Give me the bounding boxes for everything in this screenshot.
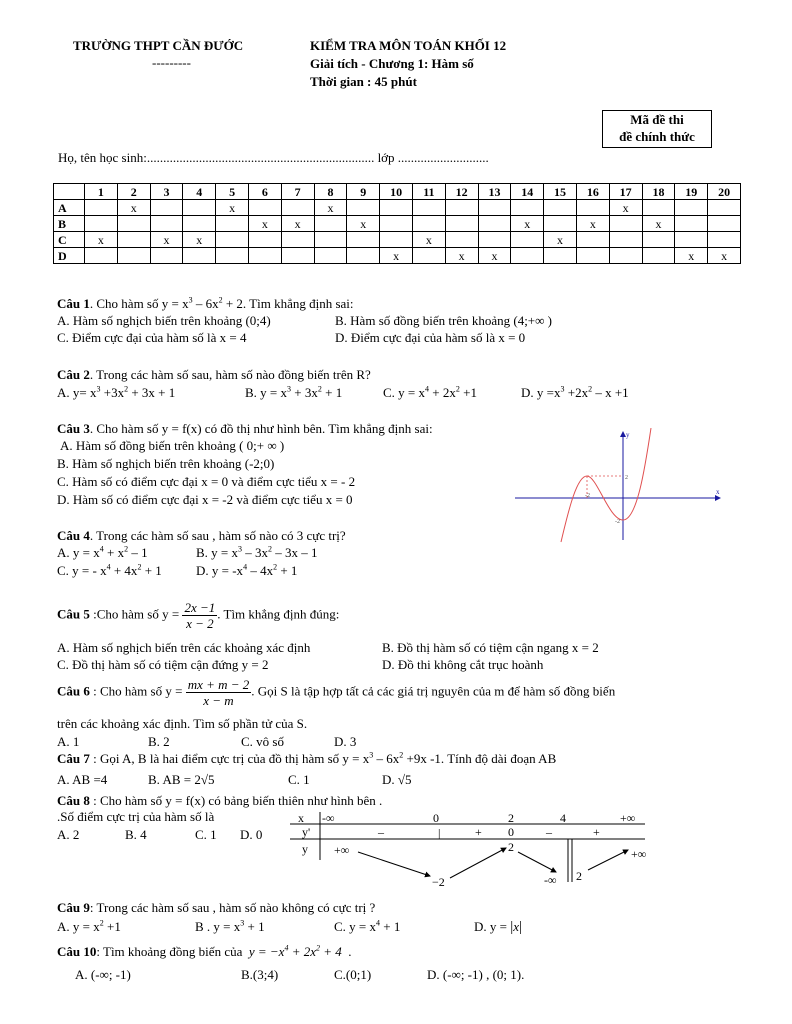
- q8-sign-2: 0: [508, 825, 514, 839]
- q1-option-c[interactable]: C. Điểm cực đại của hàm số là x = 4: [57, 330, 247, 345]
- q3-stem: Câu 3. Cho hàm số y = f(x) có đồ thị như hình bên. Tìm khẳng định sai:: [57, 421, 433, 436]
- grid-cell: [642, 232, 675, 248]
- grid-cell: [445, 216, 478, 232]
- q6-stem: Câu 6 : Cho hàm số y = $\frac{mx + m - 2}{x - m}$ . Gọi S là tập hợp tất cả các giá trị nguyên của m để hàm số đồng biến: [57, 677, 616, 708]
- grid-cell: [183, 216, 216, 232]
- exam-time: Thời gian : 45 phút: [310, 74, 417, 89]
- grid-cell: [511, 232, 544, 248]
- grid-cell: x: [347, 216, 380, 232]
- grid-col-header: 8: [314, 184, 347, 200]
- q4-stem: Câu 4. Trong các hàm số sau , hàm số nào có 3 cực trị?: [57, 528, 346, 543]
- grid-col-header: 15: [544, 184, 577, 200]
- grid-cell: [216, 232, 249, 248]
- q4-option-a[interactable]: A. $y = x^4 + x^2 - 1$: [57, 544, 148, 560]
- grid-cell: [117, 248, 150, 264]
- q8-x-val-2: 2: [508, 811, 514, 825]
- q3-option-d[interactable]: D. Hàm số có điểm cực đại x = -2 và điểm cực tiểu x = 0: [57, 492, 353, 507]
- grid-cell: x: [117, 200, 150, 216]
- exam-code-line2: đề chính thức: [619, 129, 695, 144]
- grid-cell: x: [216, 200, 249, 216]
- q6-option-b[interactable]: B. 2: [148, 734, 170, 749]
- grid-cell: [248, 200, 281, 216]
- grid-cell: [150, 200, 183, 216]
- q4-option-d[interactable]: D. $y = -x^4 - 4x^2 + 1$: [196, 562, 298, 578]
- grid-cell: x: [642, 216, 675, 232]
- grid-row-c: [54, 232, 741, 248]
- grid-row-label: D: [54, 248, 85, 264]
- grid-cell: [445, 232, 478, 248]
- q6-fraction: $\frac{mx + m - 2}{x - m}$: [187, 677, 250, 708]
- grid-col-header: 4: [183, 184, 216, 200]
- grid-row-label: A: [54, 200, 85, 216]
- q8-y-val-1: −2: [432, 875, 445, 889]
- q7-option-a[interactable]: A. AB =4: [57, 772, 108, 787]
- grid-col-header: 7: [281, 184, 314, 200]
- q3-curve: [561, 428, 651, 542]
- grid-col-header: 6: [248, 184, 281, 200]
- q8-y-val-2: 2: [508, 840, 514, 854]
- grid-row-b: [54, 216, 741, 232]
- grid-cell: [380, 216, 413, 232]
- grid-cell: [544, 248, 577, 264]
- grid-col-header: 5: [216, 184, 249, 200]
- grid-cell: [281, 200, 314, 216]
- grid-cell: x: [248, 216, 281, 232]
- q9-option-b[interactable]: B . $y = x^3 + 1$: [195, 918, 265, 934]
- grid-cell: [248, 248, 281, 264]
- q8-sign-1: +: [475, 825, 482, 839]
- grid-cell: [576, 200, 609, 216]
- q8-x-val-0: -∞: [322, 811, 335, 825]
- grid-col-header: 19: [675, 184, 708, 200]
- q6-stem-cont: trên các khoảng xác định. Tìm số phần tử của S.: [57, 716, 308, 731]
- q3-option-a[interactable]: A. Hàm số đồng biến trên khoảng ( 0;+ ∞ ): [60, 438, 285, 453]
- grid-col-header: 20: [708, 184, 741, 200]
- q2-option-c[interactable]: C. $y = x^4 + 2x^2 +1$: [383, 384, 477, 400]
- q1-stem: Câu 1. Cho hàm số $y = x^3 - 6x^2 + 2$. Tìm khẳng định sai:: [57, 295, 354, 311]
- grid-cell: [544, 200, 577, 216]
- grid-cell: [216, 248, 249, 264]
- q2-option-d[interactable]: D. $y =x^3 +2x^2 - x +1$: [521, 384, 629, 400]
- grid-cell: [576, 248, 609, 264]
- exam-code-line1: Mã đề thi: [630, 112, 684, 127]
- grid-row-label: C: [54, 232, 85, 248]
- grid-cell: [675, 232, 708, 248]
- grid-col-header: 10: [380, 184, 413, 200]
- q8-yprime-label: y': [302, 825, 311, 839]
- q8-sign-4: +: [593, 825, 600, 839]
- grid-cell: [117, 216, 150, 232]
- grid-cell: [675, 216, 708, 232]
- q8-arrow-2: [450, 848, 506, 878]
- q8-y-val-0: +∞: [334, 843, 350, 857]
- grid-cell: [314, 216, 347, 232]
- grid-cell: [609, 232, 642, 248]
- q8-sign-0: –: [378, 825, 384, 839]
- grid-cell: [347, 232, 380, 248]
- grid-cell: [347, 200, 380, 216]
- grid-cell: [314, 232, 347, 248]
- q7-option-b[interactable]: B. AB = 2√5: [148, 772, 215, 787]
- q1-option-b[interactable]: B. Hàm số đồng biến trên khoảng (4;+∞ ): [335, 313, 552, 328]
- q10-option-d[interactable]: D. (-∞; -1) , (0; 1).: [427, 967, 525, 982]
- q6-option-a[interactable]: A. 1: [57, 734, 80, 749]
- q3-function-graph: [505, 428, 730, 543]
- school-name: TRƯỜNG THPT CẦN ĐƯỚC: [73, 38, 244, 53]
- grid-cell: x: [511, 216, 544, 232]
- grid-cell: x: [478, 248, 511, 264]
- q10-option-a[interactable]: A. (-∞; -1): [75, 967, 131, 982]
- q7-option-c[interactable]: C. 1: [288, 772, 310, 787]
- q3-y-label: y: [626, 431, 630, 439]
- grid-cell: [248, 232, 281, 248]
- q8-arrow-4: [588, 850, 628, 870]
- grid-cell: x: [150, 232, 183, 248]
- grid-cell: [642, 200, 675, 216]
- grid-corner: [54, 184, 85, 200]
- q9-option-d[interactable]: D. y = |x|: [474, 919, 523, 935]
- grid-cell: [380, 200, 413, 216]
- grid-cell: x: [576, 216, 609, 232]
- grid-col-header: 9: [347, 184, 380, 200]
- q3-option-b[interactable]: B. Hàm số nghịch biến trên khoảng (-2;0): [57, 456, 275, 471]
- grid-cell: [511, 248, 544, 264]
- grid-cell: [412, 216, 445, 232]
- q3-tick-2: 2: [625, 475, 628, 481]
- grid-col-header: 11: [412, 184, 445, 200]
- q7-stem: Câu 7 : Gọi A, B là hai điểm cực trị của đồ thị hàm số $y = x^3 - 6x^2 +9x$ -1. Tính độ dài đoạn AB: [57, 750, 557, 766]
- q5-option-d[interactable]: D. Đồ thi không cắt trục hoành: [382, 657, 544, 672]
- grid-cell: x: [609, 200, 642, 216]
- q1-option-a[interactable]: A. Hàm số nghịch biến trên khoảng (0;4): [57, 313, 271, 328]
- grid-cell: x: [281, 216, 314, 232]
- grid-cell: x: [85, 232, 118, 248]
- grid-cell: x: [544, 232, 577, 248]
- q5-fraction: $\frac{2x -1}{x - 2}$: [184, 600, 216, 631]
- grid-cell: x: [314, 200, 347, 216]
- answer-grid: [53, 183, 741, 264]
- q8-option-b[interactable]: B. 4: [125, 827, 147, 842]
- grid-col-header: 13: [478, 184, 511, 200]
- grid-col-header: 16: [576, 184, 609, 200]
- grid-col-header: 3: [150, 184, 183, 200]
- exam-code-box: [602, 110, 712, 148]
- q8-x-val-3: 4: [560, 811, 566, 825]
- grid-cell: [511, 200, 544, 216]
- q8-arrow-3: [518, 852, 556, 872]
- q8-x-val-4: +∞: [620, 811, 636, 825]
- grid-col-header: 12: [445, 184, 478, 200]
- grid-cell: [150, 216, 183, 232]
- student-info-line: Họ, tên học sinh:...................................................................... lớp ............................: [58, 150, 489, 165]
- grid-cell: [642, 248, 675, 264]
- q2-stem: Câu 2. Trong các hàm số sau, hàm số nào đồng biến trên R?: [57, 367, 371, 382]
- grid-cell: [609, 248, 642, 264]
- grid-cell: [183, 248, 216, 264]
- q8-y-label: y: [302, 842, 308, 856]
- grid-cell: [708, 216, 741, 232]
- grid-cell: [85, 216, 118, 232]
- q10-option-c[interactable]: C.(0;1): [334, 967, 372, 982]
- q2-option-a[interactable]: A. $y= x^3 +3x^2 + 3x + 1$: [57, 384, 176, 400]
- grid-cell: [445, 200, 478, 216]
- grid-cell: x: [412, 232, 445, 248]
- q3-option-c[interactable]: C. Hàm số có điểm cực đại x = 0 và điểm cực tiểu x = - 2: [57, 474, 356, 489]
- q8-option-d[interactable]: D. 0: [240, 827, 263, 842]
- q10-option-b[interactable]: B.(3;4): [241, 967, 279, 982]
- q5-option-c[interactable]: C. Đồ thị hàm số có tiệm cận đứng y = 2: [57, 657, 269, 672]
- grid-cell: [216, 216, 249, 232]
- grid-col-header: 18: [642, 184, 675, 200]
- grid-row-label: B: [54, 216, 85, 232]
- grid-cell: x: [675, 248, 708, 264]
- grid-col-header: 14: [511, 184, 544, 200]
- q5-stem: Câu 5 :Cho hàm số y = $\frac{2x -1}{x - 2}$ . Tìm khẳng định đúng:: [57, 600, 340, 631]
- q8-y-val-3: -∞: [544, 873, 557, 887]
- q2-option-b[interactable]: B. $y = x^3 + 3x^2 + 1$: [245, 384, 343, 400]
- grid-cell: x: [183, 232, 216, 248]
- q4-option-b[interactable]: B. $y = x^3 - 3x^2 - 3x - 1$: [196, 544, 318, 560]
- q1-option-d[interactable]: D. Điểm cực đại của hàm số là x = 0: [335, 330, 526, 345]
- grid-cell: [412, 200, 445, 216]
- q8-arrow-1: [358, 852, 430, 876]
- grid-row-a: [54, 200, 741, 216]
- grid-cell: [478, 200, 511, 216]
- grid-cell: [281, 232, 314, 248]
- q8-variation-table: [290, 810, 660, 892]
- q9-option-a[interactable]: A. $y = x^2 +1$: [57, 918, 121, 934]
- grid-cell: [117, 232, 150, 248]
- q8-x-label: x: [298, 811, 304, 825]
- q8-option-c[interactable]: C. 1: [195, 827, 217, 842]
- q9-stem: Câu 9: Trong các hàm số sau , hàm số nào không có cực trị ?: [57, 900, 376, 915]
- grid-cell: [412, 248, 445, 264]
- q5-option-a[interactable]: A. Hàm số nghịch biến trên các khoảng xác định: [57, 640, 311, 655]
- q8-x-val-1: 0: [433, 811, 439, 825]
- grid-cell: [478, 216, 511, 232]
- q6-option-c[interactable]: C. vô số: [241, 734, 284, 749]
- q3-x-label: x: [716, 488, 720, 496]
- q7-option-d[interactable]: D. √5: [382, 772, 412, 787]
- q6-option-d[interactable]: D. 3: [334, 734, 357, 749]
- q5-option-b[interactable]: B. Đồ thị hàm số có tiệm cận ngang x = 2: [382, 640, 599, 655]
- q3-tick-neg2-y: -2: [615, 519, 620, 525]
- grid-cell: x: [380, 248, 413, 264]
- q8-sign-3: –: [546, 825, 552, 839]
- q9-option-c[interactable]: C. $y = x^4 + 1$: [334, 918, 401, 934]
- q8-undefined-bar: |: [438, 826, 441, 840]
- grid-cell: [281, 248, 314, 264]
- grid-cell: [183, 200, 216, 216]
- q4-option-c[interactable]: C. y = - $x^4 + 4x^2 + 1$: [57, 562, 162, 578]
- grid-cell: [708, 232, 741, 248]
- q8-y-val-4: 2: [576, 869, 582, 883]
- grid-cell: [85, 248, 118, 264]
- grid-cell: [544, 216, 577, 232]
- grid-cell: [380, 232, 413, 248]
- q8-option-a[interactable]: A. 2: [57, 827, 80, 842]
- grid-cell: [150, 248, 183, 264]
- exam-title: KIỂM TRA MÔN TOÁN KHỐI 12: [310, 38, 507, 53]
- grid-row-d: [54, 248, 741, 264]
- grid-col-header: 1: [85, 184, 118, 200]
- q3-tick-neg2-x: -2: [585, 493, 590, 499]
- grid-cell: [609, 216, 642, 232]
- grid-cell: [675, 200, 708, 216]
- header-dashes: ---------: [152, 55, 191, 70]
- q8-y-val-5: +∞: [631, 847, 647, 861]
- grid-cell: [347, 248, 380, 264]
- q10-stem: Câu 10: Tìm khoảng đồng biến của $y = -x^4 + 2x^2 + 4$ .: [57, 943, 352, 959]
- grid-cell: [314, 248, 347, 264]
- grid-cell: x: [445, 248, 478, 264]
- grid-cell: [85, 200, 118, 216]
- q8-stem: Câu 8 : Cho hàm số y = f(x) có bảng biến thiên như hình bên .: [57, 793, 383, 808]
- grid-cell: [576, 232, 609, 248]
- q8-stem-cont: .Số điểm cực trị của hàm số là: [57, 809, 215, 824]
- exam-subject: Giải tích - Chương 1: Hàm số: [310, 56, 474, 71]
- grid-col-header: 2: [117, 184, 150, 200]
- grid-cell: x: [708, 248, 741, 264]
- grid-cell: [478, 232, 511, 248]
- grid-cell: [708, 200, 741, 216]
- grid-col-header: 17: [609, 184, 642, 200]
